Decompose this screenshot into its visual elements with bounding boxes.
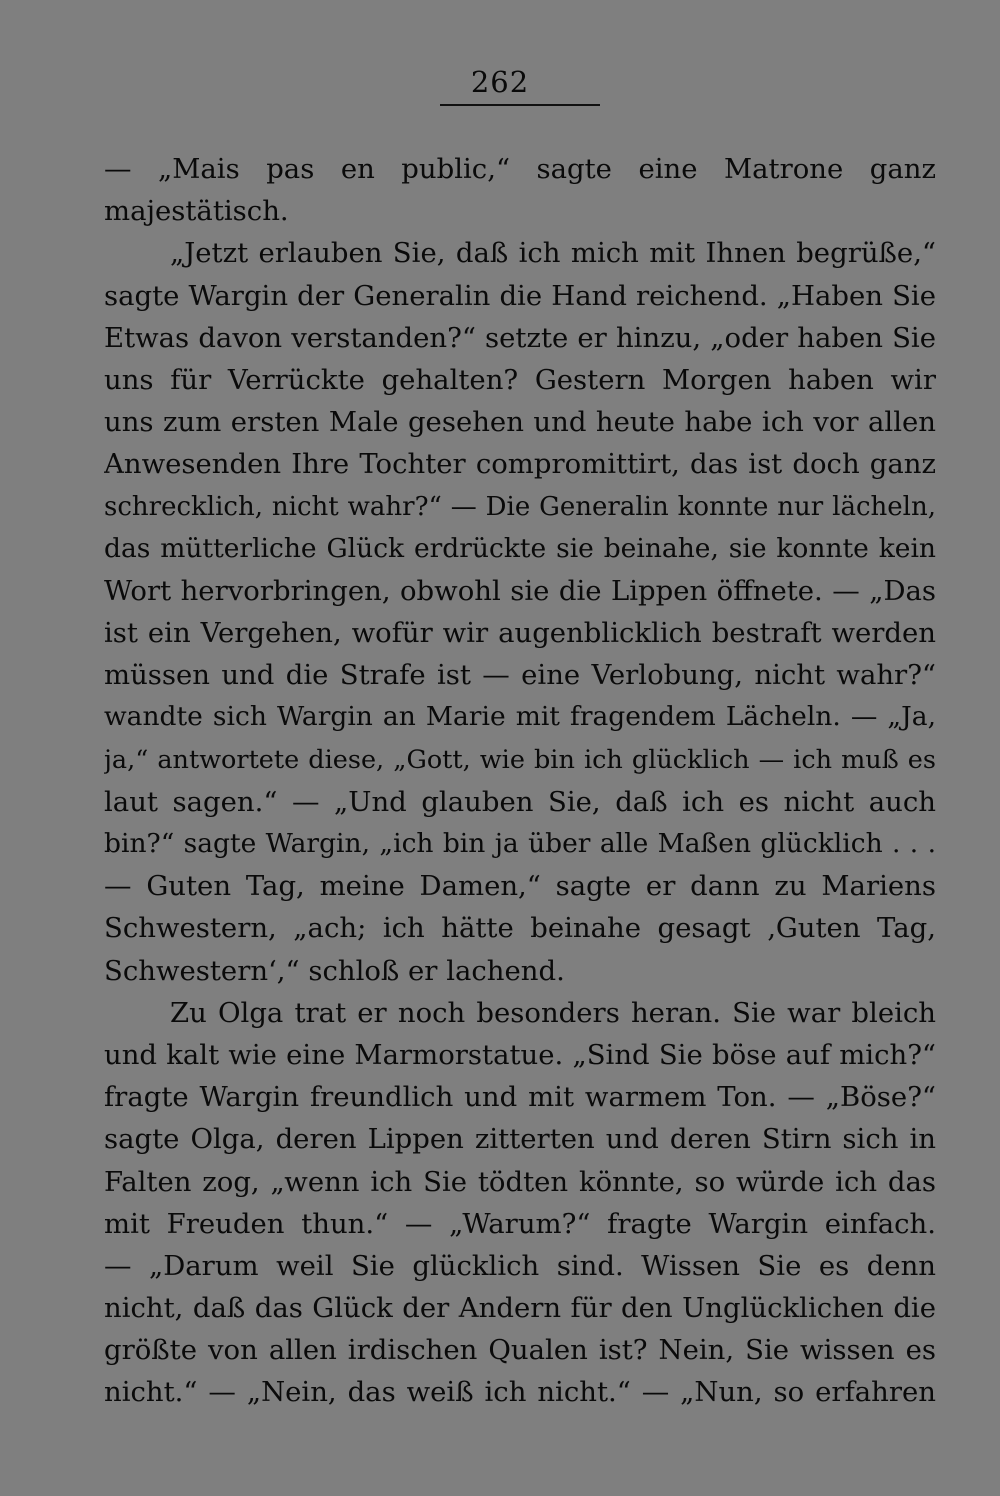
text-line: wandte sich Wargin an Marie mit fragendem Lächeln. — „Ja, — [104, 701, 936, 733]
text-line: sagte Wargin der Generalin die Hand reichend. „Haben Sie — [104, 279, 936, 312]
text-line: das mütterliche Glück erdrückte sie beinahe, sie konnte kein — [104, 532, 936, 564]
text-line: — „Mais pas en public,“ sagte eine Matrone ganz — [104, 153, 936, 185]
text-line: Etwas davon verstanden?“ setzte er hinzu, „oder haben Sie — [104, 321, 936, 354]
body-text — [104, 148, 936, 1414]
text-line: ja,“ antwortete diese, „Gott, wie bin ich glücklich — ich muß es — [104, 744, 936, 775]
text-line: sagte Olga, deren Lippen zitterten und deren Stirn sich in — [104, 1123, 936, 1156]
header-rule — [440, 104, 600, 106]
text-line: schrecklich, nicht wahr?“ — Die Generalin konnte nur lächeln, — [104, 491, 936, 522]
text-line: „Jetzt erlauben Sie, daß ich mich mit Ihnen begrüße,“ — [170, 237, 936, 270]
text-line: mit Freuden thun.“ — „Warum?“ fragte Wargin einfach. — [104, 1207, 936, 1240]
text-line: Anwesenden Ihre Tochter compromittirt, das ist doch ganz — [104, 448, 936, 481]
text-line: — Guten Tag, meine Damen,“ sagte er dann zu Mariens — [104, 870, 936, 903]
text-line: und kalt wie eine Marmorstatue. „Sind Sie böse auf mich?“ — [104, 1038, 936, 1071]
text-line: bin?“ sagte Wargin, „ich bin ja über alle Maßen glücklich . . . — [104, 828, 936, 859]
text-line: ist ein Vergehen, wofür wir augenblicklich bestraft werden — [104, 617, 936, 650]
text-line: Schwestern, „ach; ich hätte beinahe gesagt ‚Guten Tag, — [104, 912, 936, 945]
text-line: Schwestern‘,“ schloß er lachend. — [104, 954, 565, 987]
text-line: Wort hervorbringen, obwohl sie die Lippen öffnete. — „Das — [104, 574, 936, 607]
text-line: Zu Olga trat er noch besonders heran. Sie war bleich — [170, 996, 936, 1029]
text-line: uns zum ersten Male gesehen und heute habe ich vor allen — [104, 406, 936, 439]
text-line: nicht, daß das Glück der Andern für den Unglücklichen die — [104, 1292, 936, 1325]
text-line: laut sagen.“ — „Und glauben Sie, daß ich es nicht auch — [104, 785, 936, 818]
text-line: größte von allen irdischen Qualen ist? Nein, Sie wissen es — [104, 1334, 936, 1367]
text-line: müssen und die Strafe ist — eine Verlobung, nicht wahr?“ — [104, 659, 936, 692]
text-line: majestätisch. — [104, 195, 289, 228]
page-number: 262 — [470, 65, 530, 99]
text-line: uns für Verrückte gehalten? Gestern Morgen haben wir — [104, 363, 936, 396]
text-line: fragte Wargin freundlich und mit warmem Ton. — „Böse?“ — [104, 1081, 936, 1114]
text-line: Falten zog, „wenn ich Sie tödten könnte, so würde ich das — [104, 1165, 936, 1198]
text-line: — „Darum weil Sie glücklich sind. Wissen Sie es denn — [104, 1249, 936, 1282]
text-line: nicht.“ — „Nein, das weiß ich nicht.“ — „Nun, so erfahren — [104, 1376, 936, 1409]
